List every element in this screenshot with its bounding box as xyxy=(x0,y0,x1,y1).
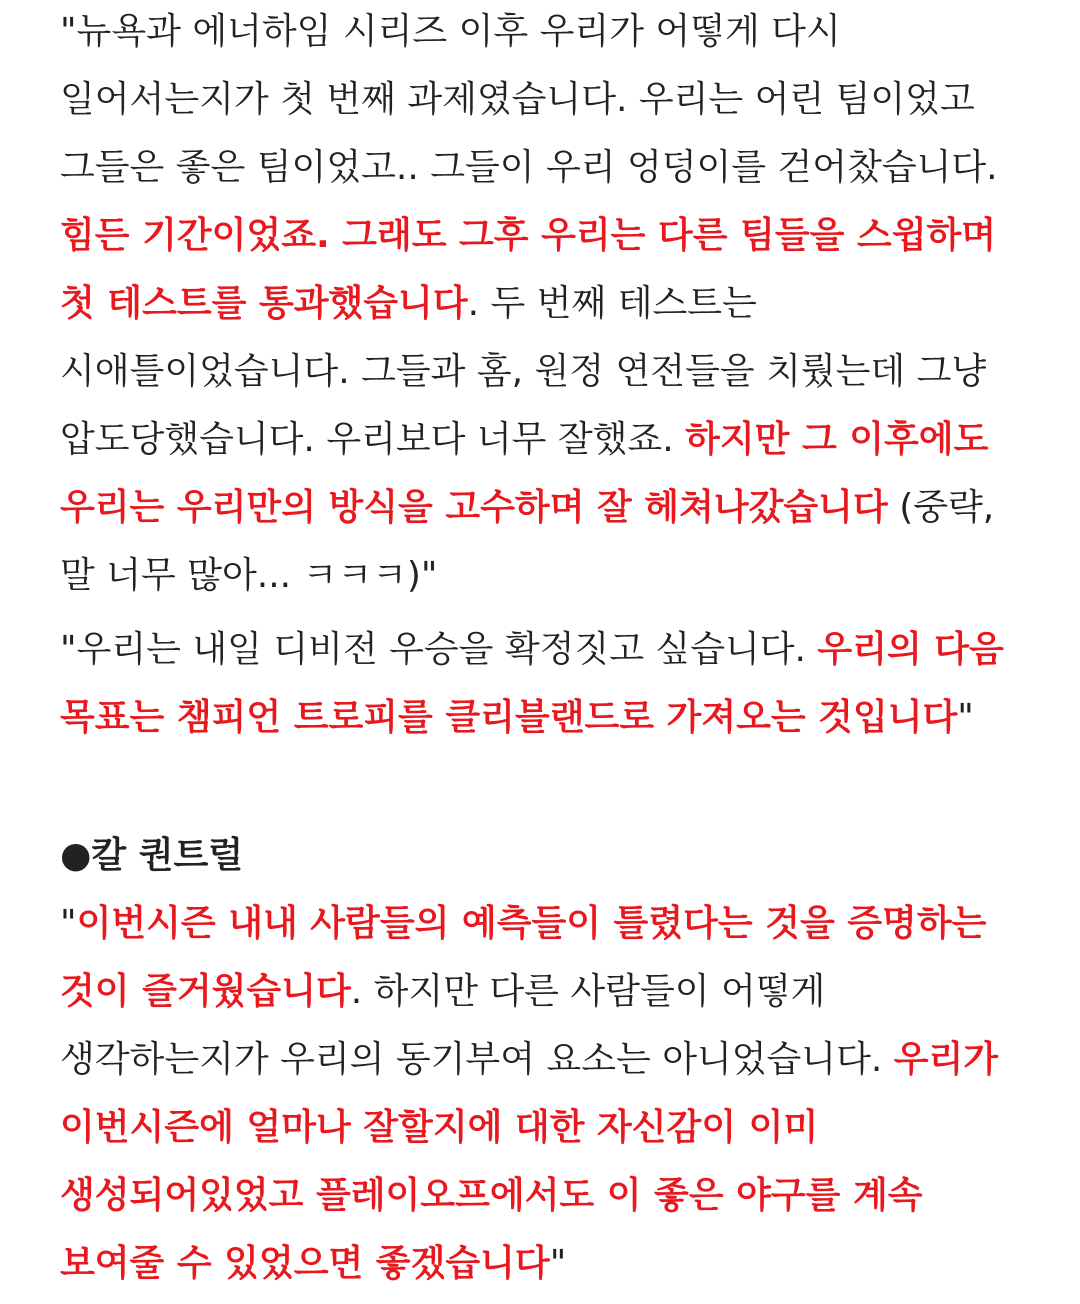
quote-text: " xyxy=(549,1243,567,1284)
highlighted-quote-text: 우리의 다음 목표는 챔피언 트로피를 클리블랜드로 가져오는 것입니다 xyxy=(60,629,1004,738)
quote-text: . 하지만 다른 사람들이 어떻게 생각하는지가 우리의 동기부여 요소는 아니었습니다. xyxy=(60,971,894,1080)
quote-paragraph-2 xyxy=(60,616,1020,752)
quote-text: "뉴욕과 에너하임 시리즈 이후 우리가 어떻게 다시 일어서는지가 첫 번째 과제였습니다. 우리는 어린 팀이었고 그들은 좋은 팀이었고.. 그들이 우리 엉덩이를 걷어찼습니다. xyxy=(60,11,998,188)
quote-text: " xyxy=(957,697,974,738)
quote-text: (중략, 말 너무 많아... ㅋㅋㅋ)" xyxy=(60,487,995,596)
quote-paragraph-1 xyxy=(60,0,1020,610)
speaker-heading: ●칼 퀀트럴 xyxy=(60,835,244,876)
highlighted-quote-text: 우리가 이번시즌에 얼마나 잘할지에 대한 자신감이 이미 생성되어있었고 플레이오프에서도 이 좋은 야구를 계속 보여줄 수 있었으면 좋겠습니다 xyxy=(60,1039,999,1284)
highlighted-quote-text: 이번시즌 내내 사람들의 예측들이 틀렸다는 것을 증명하는 것이 즐거웠습니다 xyxy=(60,903,987,1012)
quote-text: "우리는 내일 디비전 우승을 확정짓고 싶습니다. xyxy=(60,629,818,670)
quote-text: " xyxy=(60,903,77,944)
highlighted-quote-text: 힘든 기간이었죠. 그래도 그후 우리는 다른 팀들을 스윕하며 첫 테스트를 통과했습니다 xyxy=(60,215,997,324)
quote-text: . 두 번째 테스트는 시애틀이었습니다. 그들과 홈, 원정 연전들을 치뤘는데 그냥 압도당했습니다. 우리보다 너무 잘했죠. xyxy=(60,283,987,460)
highlighted-quote-text: 하지만 그 이후에도 우리는 우리만의 방식을 고수하며 잘 헤쳐나갔습니다 xyxy=(60,419,989,528)
quote-paragraph-3 xyxy=(60,890,1020,1298)
